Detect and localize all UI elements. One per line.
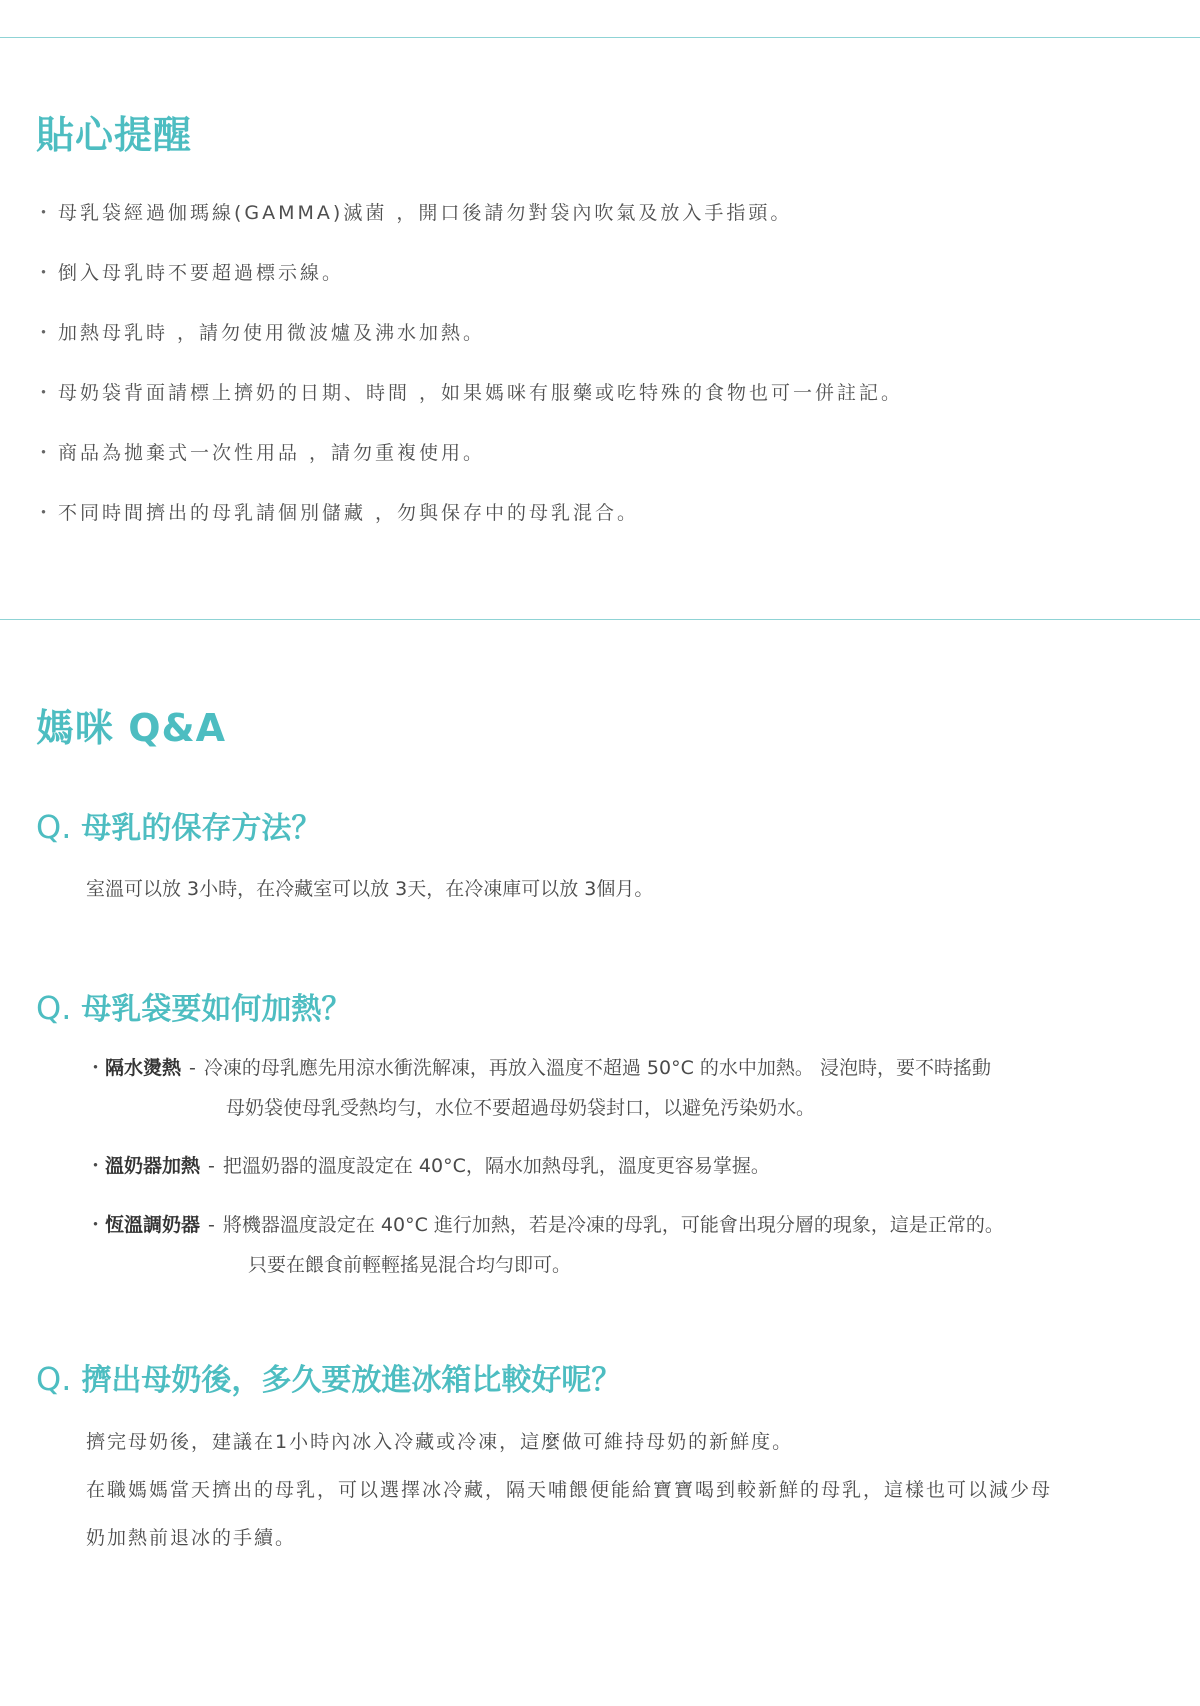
section-title-tips: 貼心提醒 — [36, 113, 193, 157]
q-prefix: Q. — [36, 989, 72, 1027]
bullet-icon: ・ — [34, 442, 57, 464]
q-prefix: Q. — [36, 1360, 72, 1398]
bullet-icon: ・ — [86, 1057, 106, 1079]
method-term: 恆溫調奶器 — [105, 1214, 201, 1236]
section-divider — [0, 619, 1200, 620]
bullet-icon: ・ — [86, 1214, 106, 1236]
q-prefix: Q. — [36, 808, 72, 846]
top-divider — [0, 37, 1200, 38]
method-term: 隔水燙熱 — [105, 1057, 182, 1079]
method-desc-cont: 母奶袋使母乳受熱均勻，水位不要超過母奶袋封口，以避免汚染奶水。 — [226, 1097, 816, 1119]
bullet-icon: ・ — [34, 382, 57, 404]
bullet-icon: ・ — [86, 1155, 106, 1177]
list-item: ・ 母乳袋經過伽瑪線(GAMMA)滅菌 ，開口後請勿對袋內吹氣及放入手指頭。 — [34, 198, 903, 258]
question-text: 母乳袋要如何加熱？ — [81, 992, 352, 1027]
question-text: 擠出母奶後，多久要放進冰箱比較好呢？ — [81, 1363, 622, 1398]
method-term: 溫奶器加熱 — [105, 1155, 201, 1177]
answer-3-p1: 擠完母奶後，建議在1小時內冰入冷藏或冷凍，這麼做可維持母奶的新鮮度。 — [86, 1431, 794, 1453]
answer-3-p2-line2: 奶加熱前退冰的手續。 — [86, 1527, 297, 1549]
method-desc: 將機器溫度設定在 40°C 進行加熱，若是冷凍的母乳，可能會出現分層的現象，這是正常的。 — [222, 1214, 1004, 1236]
answer-1: 室溫可以放 3小時，在冷藏室可以放 3天，在冷凍庫可以放 3個月。 — [86, 878, 654, 900]
method-desc: 冷凍的母乳應先用涼水衝洗解凍，再放入溫度不超過 50°C 的水中加熱。 浸泡時，要不時搖動 — [203, 1057, 991, 1079]
tips-list — [34, 198, 903, 558]
question-1 — [36, 803, 321, 847]
answer-3-p2-line1: 在職媽媽當天擠出的母乳，可以選擇冰冷藏，隔天哺餵便能給寶寶喝到較新鮮的母乳，這樣也可以減少母 — [86, 1479, 1053, 1501]
bullet-icon: ・ — [34, 322, 57, 344]
bullet-icon: ・ — [34, 202, 57, 224]
method-desc-cont: 只要在餵食前輕輕搖晃混合均勻即可。 — [248, 1254, 572, 1276]
dash-separator: - — [189, 1057, 196, 1079]
section-title-qa: 媽咪 Q&A — [36, 706, 227, 750]
question-3 — [36, 1355, 621, 1399]
bullet-icon: ・ — [34, 502, 57, 524]
list-item: ・ 加熱母乳時 ，請勿使用微波爐及沸水加熱。 — [34, 318, 903, 378]
heating-method-2 — [86, 1146, 770, 1186]
question-2 — [36, 984, 351, 1028]
method-desc: 把溫奶器的溫度設定在 40°C，隔水加熱母乳，溫度更容易掌握。 — [222, 1155, 770, 1177]
heating-method-1 — [86, 1048, 991, 1128]
list-item: ・ 母奶袋背面請標上擠奶的日期、時間 ，如果媽咪有服藥或吃特殊的食物也可一併註記。 — [34, 378, 903, 438]
bullet-icon: ・ — [34, 262, 57, 284]
question-text: 母乳的保存方法？ — [81, 811, 322, 846]
list-item: ・ 商品為拋棄式一次性用品 ，請勿重複使用。 — [34, 438, 903, 498]
dash-separator: - — [208, 1214, 215, 1236]
dash-separator: - — [208, 1155, 215, 1177]
heating-method-3 — [86, 1205, 1004, 1285]
list-item: ・ 倒入母乳時不要超過標示線。 — [34, 258, 903, 318]
list-item: ・ 不同時間擠出的母乳請個別儲藏 ，勿與保存中的母乳混合。 — [34, 498, 903, 558]
